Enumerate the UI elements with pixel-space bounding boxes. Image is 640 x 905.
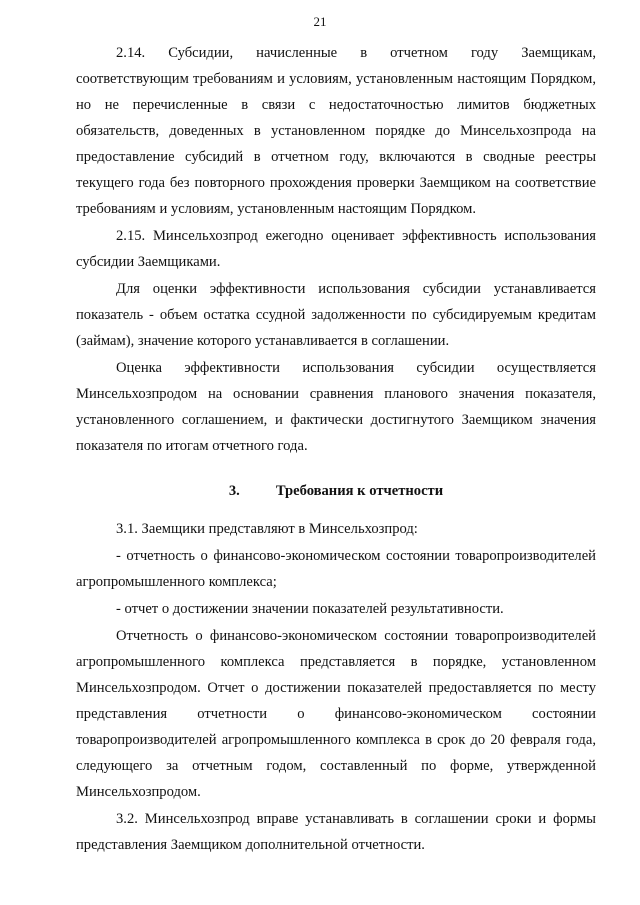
list-item-financial-report: - отчетность о финансово-экономическом состоянии товаропроизводителей агропромышленного комплекса; xyxy=(76,548,596,590)
document-body xyxy=(76,40,596,859)
paragraph-indicator: Для оценки эффективности использования субсидии устанавливается показатель - объем остатка ссудной задолженности по субсидируемым кредитам (займам), значение которого устанавливается в соглашении. xyxy=(76,281,596,349)
paragraph-2-15: 2.15. Минсельхозпрод ежегодно оценивает эффективность использования субсидии Заемщиками. xyxy=(76,228,596,270)
paragraph-3-1: 3.1. Заемщики представляют в Минсельхозпрод: xyxy=(116,521,418,537)
section-title: Требования к отчетности xyxy=(275,483,444,499)
paragraph-reporting-order: Отчетность о финансово-экономическом состоянии товаропроизводителей агропромышленного комплекса представляется в порядке, установленном Минсельхозпродом. Отчет о достижении показателей предоставляется по месту представления отчетности о финансово-экономическом состоянии товаропроизводителей агропромышленного комплекса в срок до 20 февраля года, следующего за отчетным годом, составленный по форме, утвержденной Минсельхозпродом. xyxy=(76,628,596,800)
paragraph-evaluation: Оценка эффективности использования субсидии осуществляется Минсельхозпродом на основании сравнения планового значения показателя, установленного соглашением, и фактически достигнутого Заемщиком значения показателя по итогам отчетного года. xyxy=(76,360,596,454)
section-number: 3. xyxy=(228,483,240,499)
section-heading xyxy=(76,478,596,504)
paragraph-3-2: 3.2. Минсельхозпрод вправе устанавливать в соглашении сроки и формы представления Заемщиком дополнительной отчетности. xyxy=(76,811,596,853)
page-number: 21 xyxy=(313,14,327,29)
paragraph-2-14: 2.14. Субсидии, начисленные в отчетном году Заемщикам, соответствующим требованиям и условиям, установленным настоящим Порядком, но не перечисленные в связи с недостаточностью лимитов бюджетных обязательств, доведенных в установленном порядке до Минсельхозпрода на предоставление субсидий в отчетном году, включаются в сводные реестры текущего года без повторного прохождения проверки Заемщиком на соответствие требованиям и условиям, установленным настоящим Порядком. xyxy=(76,45,596,217)
list-item-performance-report: - отчет о достижении значении показателей результативности. xyxy=(116,601,504,617)
